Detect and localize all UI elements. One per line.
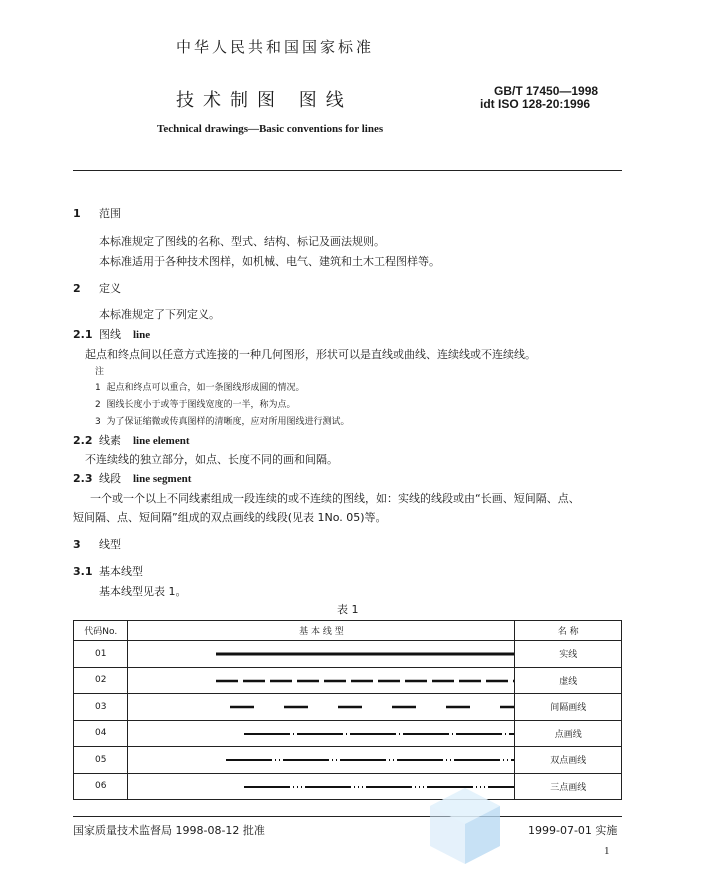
line-sample-dashed (128, 668, 514, 693)
table-row (74, 641, 622, 668)
section-number: 2 (73, 282, 81, 295)
note-number: 2 (95, 400, 101, 410)
section-1-para-1: 本标准规定了图线的名称、型式、结构、标记及画法规则。 (99, 235, 385, 248)
standard-number: GB/T 17450—1998 (494, 84, 599, 98)
line-sample-dot2 (128, 747, 514, 772)
section-title: 基本线型 (99, 565, 143, 578)
section-2-1-heading (73, 326, 150, 342)
approval-line: 国家质量技术监督局 1998-08-12 批准 (73, 824, 265, 837)
standard-country-title: 中华人民共和国国家标准 (176, 38, 375, 56)
section-2-1-para-1: 起点和终点间以任意方式连接的一种几何图形，形状可以是直线或曲线、连续线或不连续线。 (85, 348, 536, 361)
row-name: 虚线 (515, 667, 622, 694)
header-divider (73, 170, 622, 171)
note-item (95, 414, 349, 427)
note-number: 1 (95, 383, 101, 393)
footer-divider (73, 816, 622, 817)
english-title: Technical drawings—Basic conventions for lines (157, 123, 384, 135)
row-code: 01 (74, 641, 128, 668)
table-row (74, 747, 622, 774)
line-sample-spaced (128, 694, 514, 719)
table-row (74, 720, 622, 747)
row-code: 06 (74, 773, 128, 800)
document-title: 技术制图 图线 (176, 90, 353, 111)
section-en-term: line element (133, 435, 190, 447)
section-title: 线型 (99, 538, 121, 551)
line-types-table (73, 620, 622, 800)
section-number: 1 (73, 207, 81, 220)
section-2-3-para-2: 短间隔、点、短间隔”组成的双点画线的线段(见表 1No. 05)等。 (73, 511, 387, 524)
section-number: 3 (73, 538, 81, 551)
section-1-para-2: 本标准适用于各种技术图样，如机械、电气、建筑和土木工程图样等。 (99, 255, 440, 268)
section-2-3-para-1: 一个或一个以上不同线素组成一段连续的或不连续的图线，如：实线的线段或由“长画、短间隔、点、 (90, 492, 580, 505)
section-2-heading (73, 280, 121, 296)
row-code: 05 (74, 747, 128, 774)
row-name: 点画线 (515, 720, 622, 747)
standard-idt: idt ISO 128-20:1996 (480, 97, 591, 111)
note-text: 图线长度小于或等于图线宽度的一半，称为点。 (106, 400, 296, 410)
row-name: 双点画线 (515, 747, 622, 774)
note-text: 为了保证缩微或传真图样的清晰度，应对所用图线进行测试。 (106, 417, 350, 427)
row-name: 间隔画线 (515, 694, 622, 721)
section-title: 范围 (99, 207, 121, 220)
note-label: 注 (95, 367, 105, 377)
row-code: 02 (74, 667, 128, 694)
section-3-heading (73, 536, 121, 552)
implementation-line: 1999-07-01 实施 (528, 824, 618, 837)
table-caption: 表 1 (337, 603, 359, 616)
section-number: 2.3 (73, 472, 93, 485)
note-item (95, 397, 295, 410)
section-1-heading (73, 205, 121, 221)
section-3-1-para-1: 基本线型见表 1。 (99, 585, 187, 598)
header-name: 名 称 (515, 621, 622, 641)
section-number: 2.2 (73, 434, 93, 447)
section-title: 线段 (99, 472, 121, 485)
table-row (74, 667, 622, 694)
watermark-logo-icon (420, 780, 530, 870)
table-row (74, 773, 622, 800)
row-name: 三点画线 (515, 773, 622, 800)
header-line-type: 基 本 线 型 (128, 621, 515, 641)
section-2-2-heading (73, 432, 190, 448)
section-number: 2.1 (73, 328, 93, 341)
section-2-para-1: 本标准规定了下列定义。 (99, 308, 220, 321)
row-name: 实线 (515, 641, 622, 668)
note-text: 起点和终点可以重合，如一条图线形成圆的情况。 (106, 383, 305, 393)
row-code: 04 (74, 720, 128, 747)
table-header-row (74, 621, 622, 641)
section-title: 定义 (99, 282, 121, 295)
section-en-term: line (133, 329, 151, 341)
row-code: 03 (74, 694, 128, 721)
header-code: 代码No. (74, 621, 128, 641)
page-number: 1 (604, 845, 610, 857)
note-item (95, 380, 304, 393)
table-row (74, 694, 622, 721)
section-3-1-heading (73, 563, 143, 579)
line-sample-solid (128, 641, 514, 666)
section-2-2-para-1: 不连续线的独立部分，如点、长度不同的画和间隔。 (85, 453, 338, 466)
section-number: 3.1 (73, 565, 93, 578)
line-sample-dot1 (128, 721, 514, 746)
section-title: 图线 (99, 328, 121, 341)
section-2-3-heading (73, 470, 191, 486)
note-number: 3 (95, 417, 101, 427)
section-en-term: line segment (133, 473, 192, 485)
section-title: 线素 (99, 434, 121, 447)
